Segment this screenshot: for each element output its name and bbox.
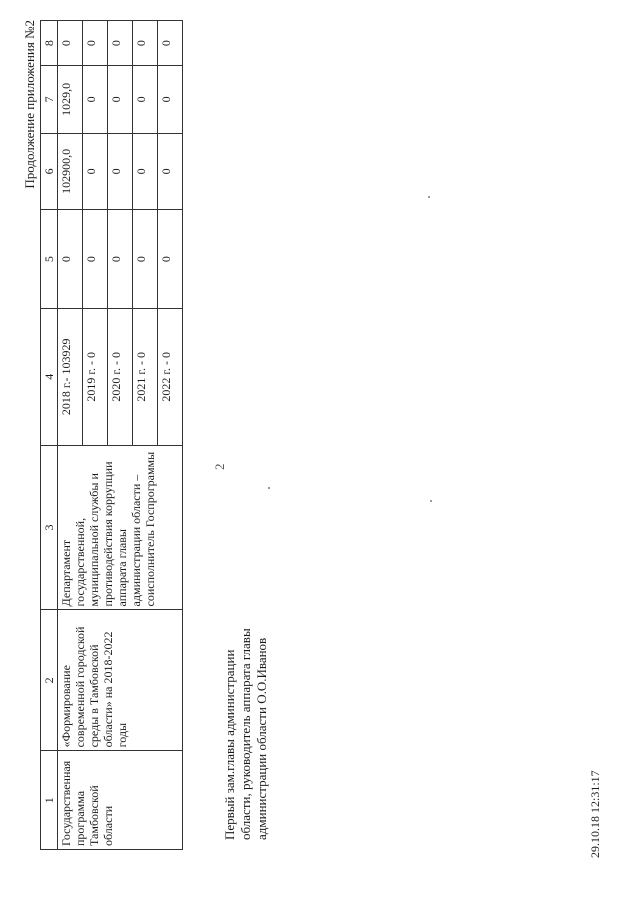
signature-line: области, руководитель аппарата главы [238,628,253,840]
value-cell: 0 [133,210,158,309]
value-cell: 0 [108,210,133,309]
header-cell: 1 [41,751,58,850]
value-cell: 0 [158,66,183,133]
header-cell: 8 [41,21,58,66]
table-row [58,21,83,850]
header-cell: 7 [41,66,58,133]
value-cell: 0 [133,66,158,133]
value-cell: 0 [83,133,108,210]
signature-line: администрации области О.О.Иванов [254,637,269,840]
year-cell: 2019 г. - 0 [83,309,108,445]
year-cell: 2021 г. - 0 [133,309,158,445]
value-cell: 1029,0 [58,66,83,133]
year-cell: 2022 г. - 0 [158,309,183,445]
value-cell: 0 [158,21,183,66]
header-cell: 3 [41,445,58,610]
signature-block [222,628,270,840]
scan-speck [268,487,270,489]
signature-line: Первый зам.главы администрации [222,649,237,840]
scan-speck [428,196,430,198]
executor-cell: Департамент государственной, муниципальной службы и противодействия коррупции аппарата главы администрации области – соисполнитель Госпрограммы [58,445,183,610]
scan-speck [430,500,432,502]
program-cell: Государственная программа Тамбовской области [58,751,183,850]
value-cell: 0 [158,133,183,210]
appendix-table [40,20,183,850]
value-cell: 0 [83,66,108,133]
appendix-table-block [22,20,200,850]
year-cell: 2018 г.- 103929 [58,309,83,445]
value-cell: 0 [83,210,108,309]
value-cell: 0 [108,21,133,66]
page-number: 2 [212,463,227,470]
header-cell: 2 [41,610,58,751]
value-cell: 0 [58,210,83,309]
header-row [41,21,58,850]
value-cell: 0 [158,210,183,309]
timestamp: 29.10.18 12:31:17 [588,770,602,858]
header-cell: 6 [41,133,58,210]
subprogram-cell: «Формирование современной городской среды в Тамбовской области» на 2018-2022 годы [58,610,183,751]
value-cell: 0 [108,133,133,210]
value-cell: 0 [83,21,108,66]
value-cell: 0 [58,21,83,66]
value-cell: 102900,0 [58,133,83,210]
header-cell: 4 [41,309,58,445]
header-cell: 5 [41,210,58,309]
appendix-note: Продолжение приложения №2 [22,20,37,189]
value-cell: 0 [133,133,158,210]
year-cell: 2020 г. - 0 [108,309,133,445]
value-cell: 0 [108,66,133,133]
value-cell: 0 [133,21,158,66]
